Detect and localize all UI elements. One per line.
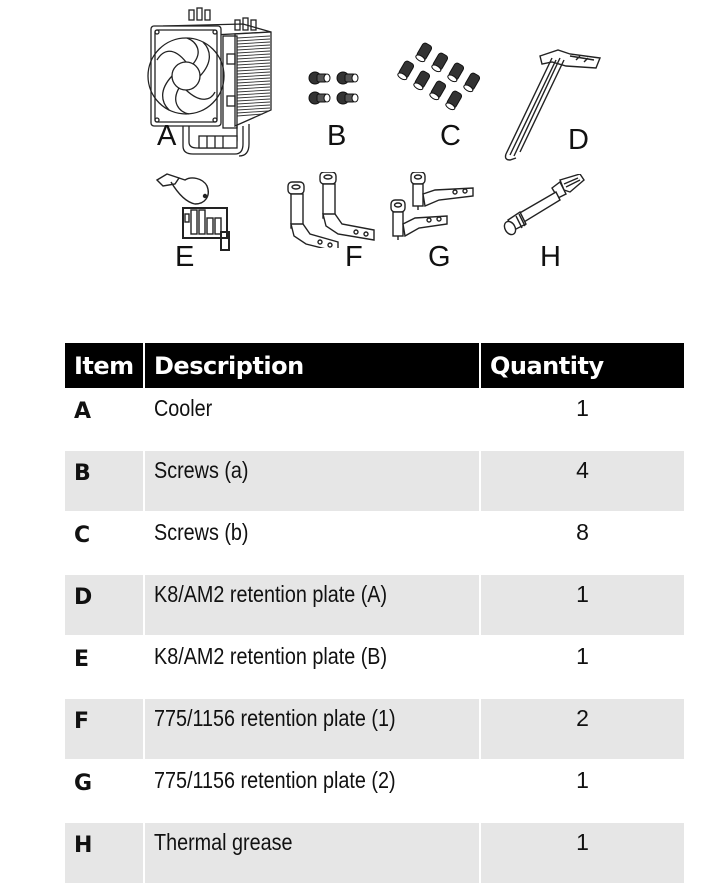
cell-description: Screws (b) (145, 512, 479, 574)
cell-quantity: 1 (481, 636, 684, 698)
cell-quantity: 2 (481, 698, 684, 760)
table-row (65, 822, 684, 884)
cell-quantity: 1 (481, 822, 684, 884)
part-label-f: F (345, 241, 363, 273)
part-label-c: C (440, 120, 461, 152)
header-item: Item (65, 343, 143, 388)
part-label-a: A (157, 120, 177, 152)
thermal-grease-syringe-icon (498, 174, 588, 240)
screws-a-icon (303, 66, 367, 114)
table-row (65, 636, 684, 698)
table-row (65, 574, 684, 636)
cell-item: F (65, 698, 143, 760)
cell-item: G (65, 760, 143, 822)
cell-description: 775/1156 retention plate (1) (145, 698, 479, 760)
part-label-g: G (428, 241, 451, 273)
parts-list-table (63, 343, 686, 884)
part-label-d: D (568, 124, 589, 156)
table-row (65, 388, 684, 450)
cell-description: 775/1156 retention plate (2) (145, 760, 479, 822)
cell-item: E (65, 636, 143, 698)
cell-item: B (65, 450, 143, 512)
cell-item: A (65, 388, 143, 450)
header-quantity: Quantity (481, 343, 684, 388)
retention-clip-b-icon (155, 172, 235, 252)
cell-description: Screws (a) (145, 450, 479, 512)
cell-description: K8/AM2 retention plate (B) (145, 636, 479, 698)
cell-quantity: 8 (481, 512, 684, 574)
cell-description: K8/AM2 retention plate (A) (145, 574, 479, 636)
header-description: Description (145, 343, 479, 388)
cell-item: D (65, 574, 143, 636)
table-row (65, 512, 684, 574)
cell-item: C (65, 512, 143, 574)
cell-quantity: 1 (481, 574, 684, 636)
retention-clip-a-icon (496, 46, 606, 162)
part-label-h: H (540, 241, 561, 273)
cell-quantity: 4 (481, 450, 684, 512)
cell-item: H (65, 822, 143, 884)
table-row (65, 760, 684, 822)
table-row (65, 450, 684, 512)
cell-description: Thermal grease (145, 822, 479, 884)
table-row (65, 698, 684, 760)
parts-illustration (0, 0, 714, 290)
push-pin-bracket-1-icon (284, 172, 380, 248)
part-label-e: E (175, 241, 195, 273)
cell-description: Cooler (145, 388, 479, 450)
push-pin-bracket-2-icon (389, 172, 485, 248)
table-header-row (65, 343, 684, 388)
cell-quantity: 1 (481, 388, 684, 450)
screws-b-icon (396, 38, 492, 118)
part-label-b: B (327, 120, 347, 152)
cell-quantity: 1 (481, 760, 684, 822)
